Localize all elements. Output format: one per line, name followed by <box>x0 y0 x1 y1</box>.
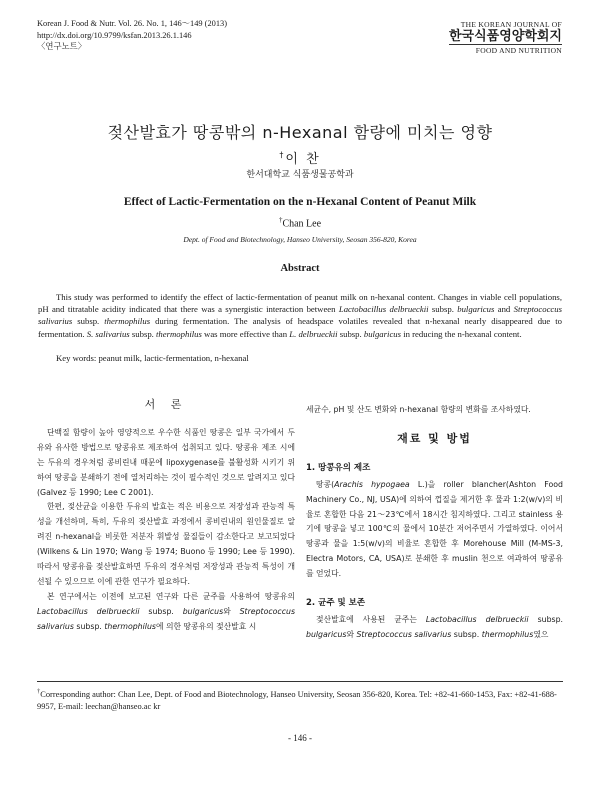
keywords: Key words: peanut milk, lactic-fermentation, n-hexanal <box>56 353 249 363</box>
citation: Korean J. Food & Nutr. Vol. 26. No. 1, 146～149 (2013) <box>37 19 227 28</box>
abstract-heading: Abstract <box>280 263 320 274</box>
author-english-name: Chan Lee <box>282 218 322 230</box>
page-number: - 146 - <box>288 733 312 743</box>
left-column <box>37 398 295 635</box>
author-korean <box>0 148 600 167</box>
dagger-mark: † <box>279 150 286 160</box>
section-heading-introduction: 서 론 <box>144 398 188 411</box>
citation-block <box>37 18 227 53</box>
abstract-body: This study was performed to identify the effect of lactic-fermentation of peanut milk on n-hexanal content. Changes in viable cell populations, pH and titratable acidity indicated that there was a synergistic interaction between Lactobacillus delbrueckii subsp. bulgaricus and Streptococcus salivarius subsp. thermophilus during fermentation. The analysis of headspace volatiles revealed that n-hexanal nearly disappeared due to fermentation. S. salivarius subsp. thermophilus was more effective than L. delbrueckii subsp. bulgaricus in reducing the n-hexanal content. <box>38 292 563 339</box>
dagger-mark: † <box>278 216 283 224</box>
subsection-heading: 2. 균주 및 보존 <box>306 598 366 609</box>
footnote <box>37 686 563 714</box>
paragraph: 한편, 젖산균을 이용한 두유의 발효는 적은 비용으로 저장성과 관능적 특성을 개선하며, 특히, 두유의 젖산발효 과정에서 콩비린내의 원인물질로 알려진 n-hexanal을 비롯한 저분자 휘발성 물질들이 감소한다고 보고되었다(Wilkens & Lin 1970; Wang 등 1974; Buono 등 1990; Lee 등 1990). 따라서 땅콩유를 젖산발효하면 두유의 경우처럼 저장성과 관능적 특성이 개선될 수 있으므로 이에 관한 연구가 필요하다. <box>37 502 295 586</box>
affiliation-english: Dept. of Food and Biotechnology, Hanseo University, Seosan 356-820, Korea <box>183 235 417 244</box>
section-heading-methods: 재료 및 방법 <box>397 431 472 445</box>
doi-link[interactable]: http://dx.doi.org/10.9799/ksfan.2013.26.1.146 <box>37 30 192 40</box>
journal-name-en-bottom: FOOD AND NUTRITION <box>449 44 562 55</box>
journal-name-en-top: THE KOREAN JOURNAL OF <box>460 20 562 29</box>
affiliation-korean: 한서대학교 식품생물공학과 <box>246 170 354 180</box>
footnote-text: Corresponding author: Chan Lee, Dept. of Food and Biotechnology, Hanseo University, Seosan 356-820, Korea. Tel: +82-41-660-1453, Fax: +82-41-688-9957, E-mail: leechan@hanseo.ac kr <box>37 689 557 712</box>
title-korean: 젖산발효가 땅콩밖의 n-Hexanal 함량에 미치는 영향 <box>107 123 493 142</box>
right-column <box>306 403 563 643</box>
title-english: Effect of Lactic-Fermentation on the n-Hexanal Content of Peanut Milk <box>123 196 477 208</box>
footnote-divider <box>37 681 563 682</box>
author-korean-name: 이 찬 <box>285 152 321 167</box>
paragraph: 젖산발효에 사용된 균주는 Lactobacillus delbrueckii subsp. bulgaricus와 Streptococcus salivarius subsp. thermophilus였으 <box>306 614 564 639</box>
journal-name-ko: 한국식품영양학회지 <box>448 29 562 44</box>
paragraph: 본 연구에서는 이전에 보고된 연구와 다른 균주를 사용하여 땅콩유의 Lactobacillus delbrueckii subsp. bulgaricus와 Streptococcus salivarius subsp. thermophilus에 의한 땅콩유의 젖산발효 시 <box>37 591 296 631</box>
author-english <box>0 216 600 229</box>
dagger-mark: † <box>37 688 41 695</box>
subsection-heading: 1. 땅콩유의 제조 <box>306 462 371 473</box>
article-type-tag: 〈연구노트〉 <box>37 42 87 51</box>
paragraph: 단백질 함량이 높아 영양적으로 우수한 식품인 땅콩은 일부 국가에서 두유와 유사한 방법으로 땅콩유로 제조하여 섭취되고 있다. 땅콩유 제조 시에는 두유의 경우처럼 콩비린내 때문에 lipoxygenase를 불활성화 시키기 위하여 땅콩을 분쇄하기 전에 열처리하는 것이 필수적인 것으로 알려지고 있다(Galvez 등 1990; Lee C 2001). <box>37 427 295 497</box>
paragraph: 세균수, pH 및 산도 변화와 n-hexanal 함량의 변화를 조사하였다. <box>306 405 531 414</box>
journal-logo <box>449 20 562 55</box>
paragraph: 땅콩(Arachis hypogaea L.)을 roller blancher(Ashton Food Machinery Co., NJ, USA)에 의하여 껍질을 제거한 후 물과 1:2(w/v)의 비율로 혼합한 다음 21～23℃에서 18시간 침지하였다. 그리고 stainless 용기에 땅콩을 넣고 100℃의 물에서 10분간 저어주면서 가열하였다. 이어서 땅콩과 물을 1:5(w/v)의 비율로 혼합한 후 Morehouse Mill (M-MS-3, Electra Motors, CA, USA)로 분쇄한 후 muslin 천으로 여과하여 땅콩유를 얻었다. <box>306 479 563 579</box>
